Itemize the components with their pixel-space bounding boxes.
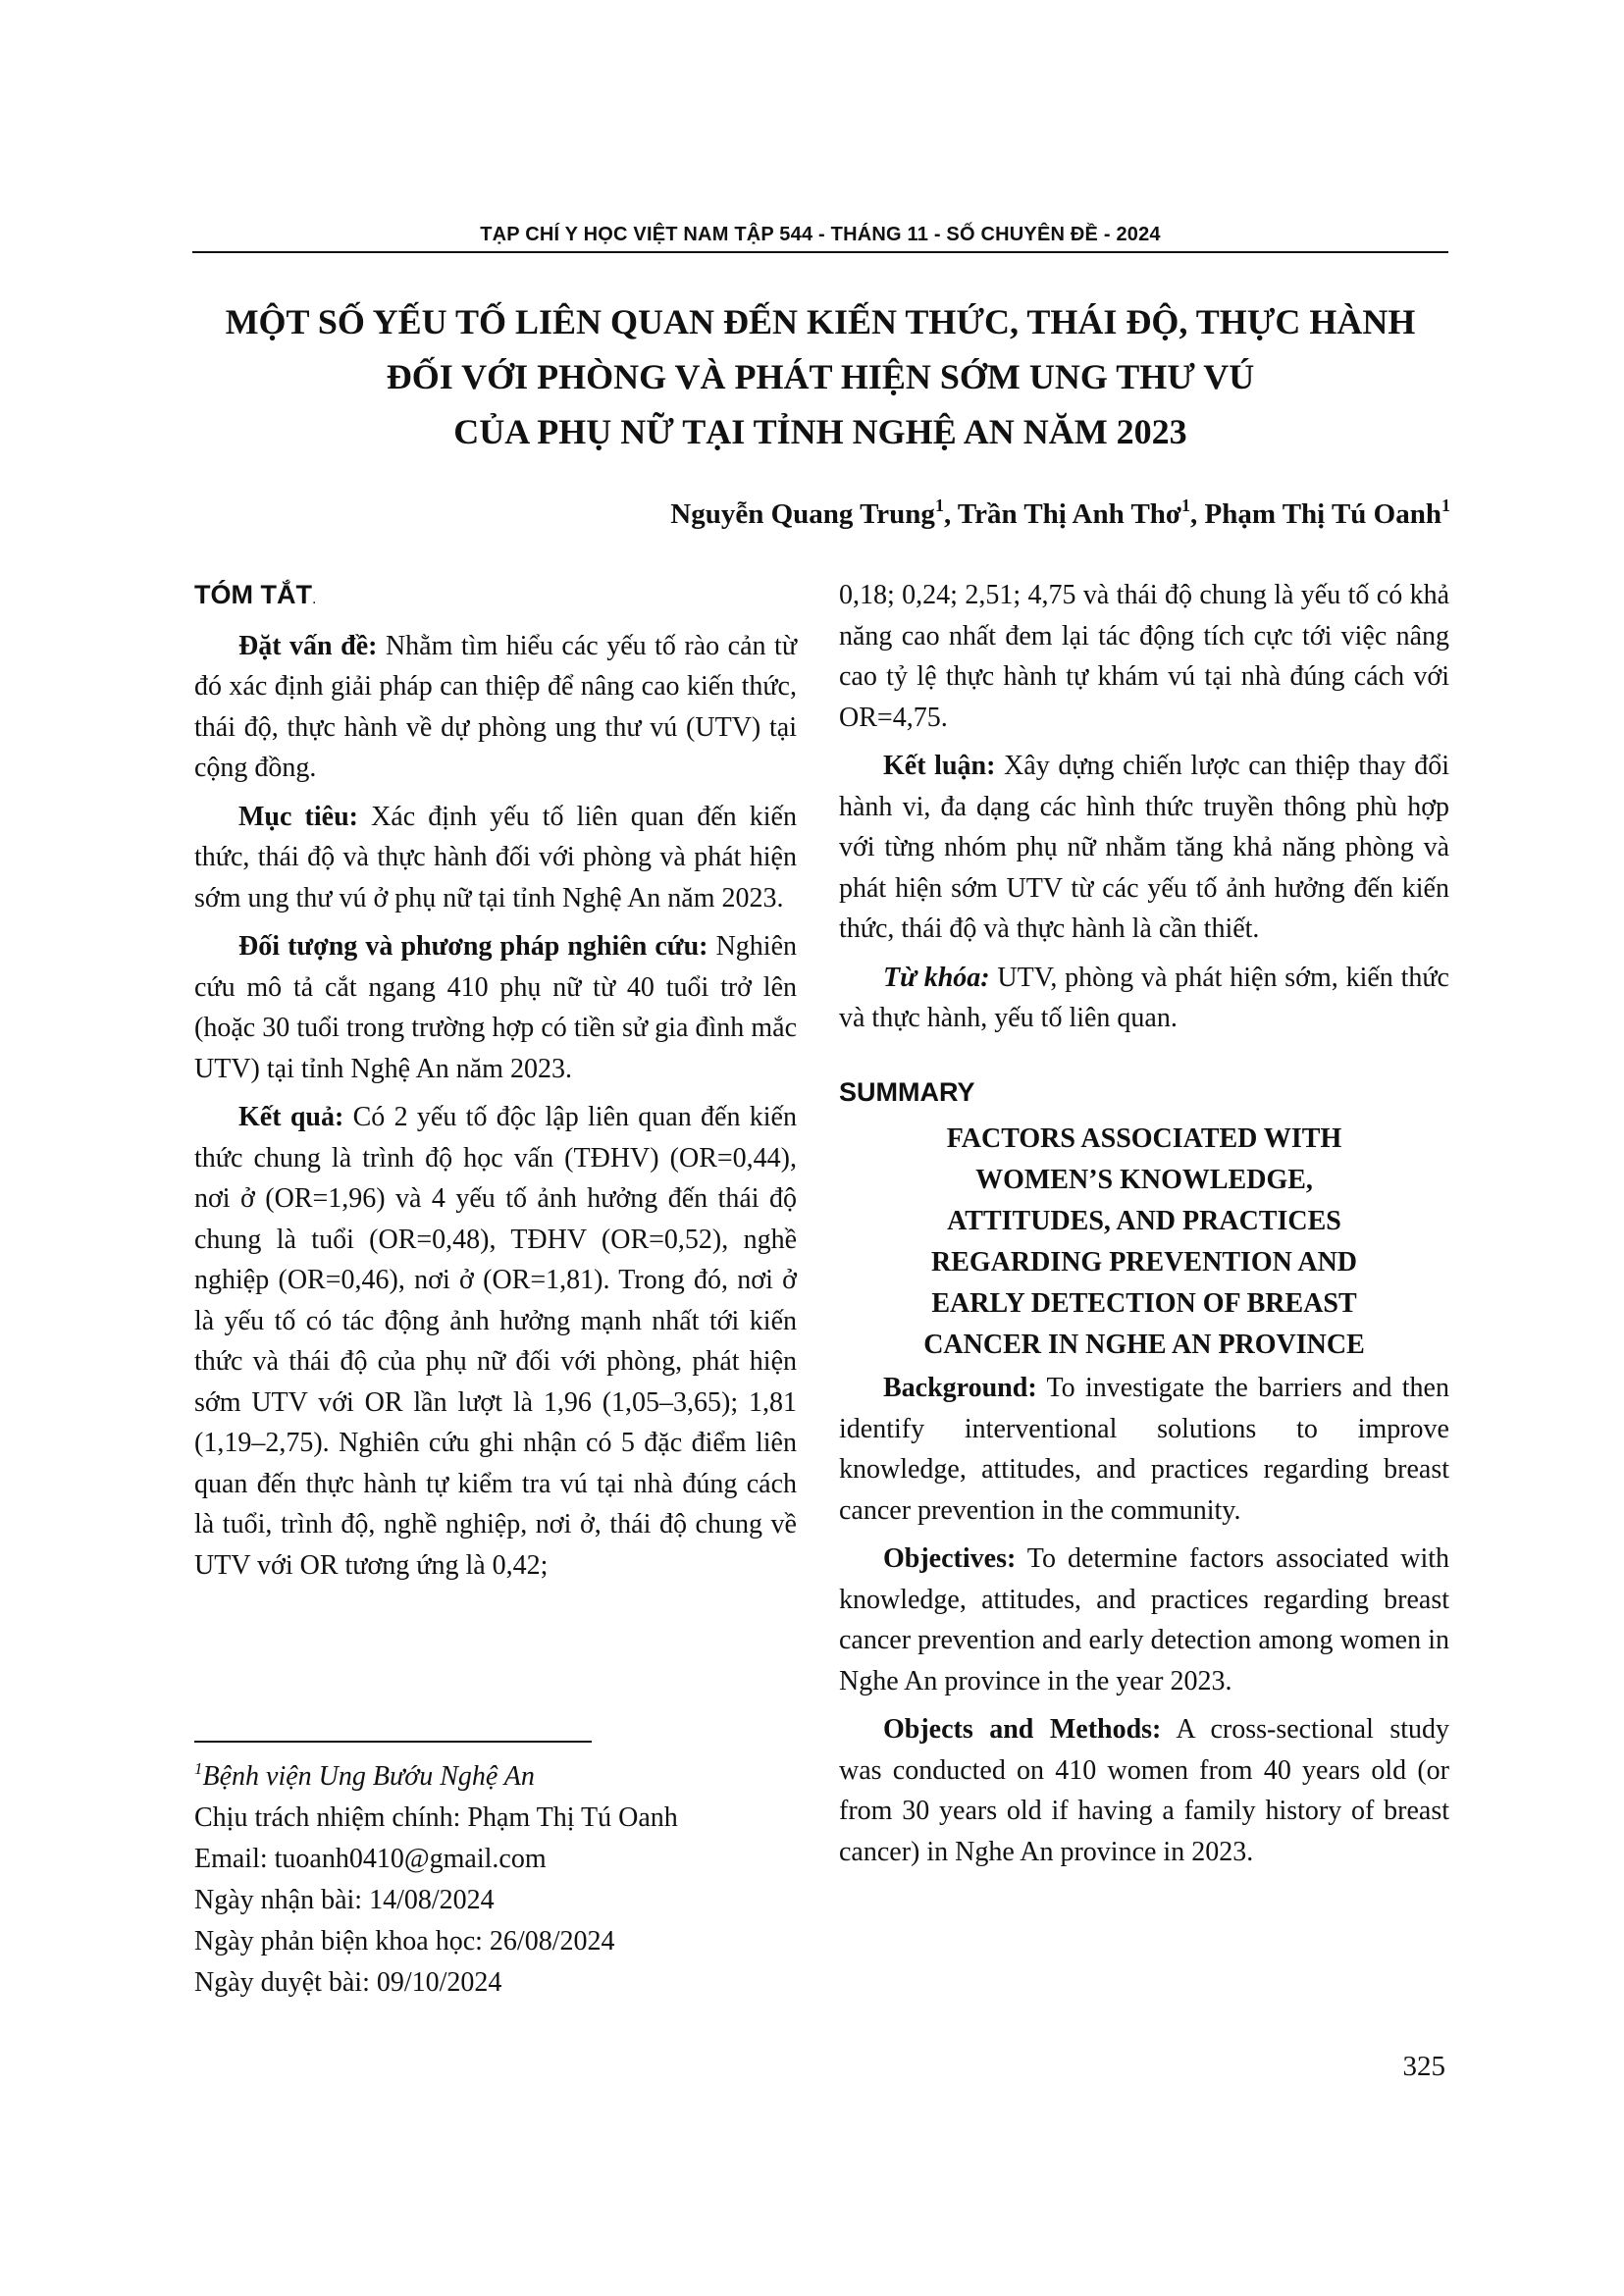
paragraph-label: Background: (883, 1373, 1037, 1403)
title-line: ĐỐI VỚI PHÒNG VÀ PHÁT HIỆN SỚM UNG THƯ VÚ (386, 357, 1255, 396)
left-column (194, 575, 797, 1593)
page-number: 325 (1402, 2051, 1445, 2082)
abstract-en-methods (839, 1709, 1449, 1872)
footnote-accepted: Ngày duyệt bài: 09/10/2024 (194, 1967, 502, 1998)
abstract-vi-conclusion (839, 746, 1449, 950)
english-title (839, 1119, 1449, 1366)
abstract-en-background (839, 1368, 1449, 1531)
author-name: Trần Thị Anh Thơ (957, 498, 1181, 530)
footnote-email: Email: tuoanh0410@gmail.com (194, 1844, 547, 1874)
abstract-vi-background (194, 626, 797, 789)
abstract-vi-results (194, 1097, 797, 1586)
footnote-divider (194, 1741, 592, 1743)
right-column (839, 575, 1449, 1880)
footnote-corresponding: Chịu trách nhiệm chính: Phạm Thị Tú Oanh (194, 1802, 678, 1833)
footnote-affiliation (194, 1756, 678, 1798)
abstract-en-heading: SUMMARY (839, 1076, 975, 1107)
abstract-vi-heading-text: TÓM TẮT (194, 580, 312, 609)
paragraph-label: Kết quả: (238, 1102, 344, 1132)
title-line: CỦA PHỤ NỮ TẠI TỈNH NGHỆ AN NĂM 2023 (453, 412, 1187, 451)
paragraph-label: Mục tiêu: (238, 801, 358, 832)
author-separator: , (1189, 498, 1205, 530)
author-list (670, 498, 1450, 531)
author-name: Phạm Thị Tú Oanh (1204, 498, 1441, 530)
footnote-reviewed: Ngày phản biện khoa học: 26/08/2024 (194, 1926, 615, 1957)
abstract-en-objectives (839, 1539, 1449, 1701)
paragraph-text: Nghiên cứu mô tả cắt ngang 410 phụ nữ từ 40 tuổi trở lên (hoặc 30 tuổi trong trường hợp có tiền sử gia đình mắc UTV) tại tỉnh Nghệ An năm 2023. (194, 931, 797, 1084)
paragraph-text: Nhằm tìm hiểu các yếu tố rào cản từ đó xác định giải pháp can thiệp để nâng cao kiến thức, thái độ, thực hành về dự phòng ung thư vú (UTV) tại cộng đồng. (194, 630, 797, 783)
paragraph-label: Kết luận: (883, 751, 996, 781)
paragraph-text: To determine factors associated with knowledge, attitudes, and practices regarding breast cancer prevention and early detection among women in Nghe An province in the year 2023. (839, 1543, 1449, 1696)
paragraph-text: Xây dựng chiến lược can thiệp thay đổi hành vi, đa dạng các hình thức truyền thông phù hợp với từng nhóm phụ nữ nhằm tăng khả năng phòng và phát hiện sớm UTV từ các yếu tố ảnh hưởng đến kiến thức, thái độ và thực hành là cần thiết. (839, 751, 1449, 944)
footnotes (194, 1756, 678, 2004)
paragraph-text: Xác định yếu tố liên quan đến kiến thức, thái độ và thực hành đối với phòng và phát hiện sớm ung thư vú ở phụ nữ tại tỉnh Nghệ An năm 2023. (194, 801, 797, 913)
affiliation-text: Bệnh viện Ung Bướu Nghệ An (202, 1761, 535, 1792)
title-line: MỘT SỐ YẾU TỐ LIÊN QUAN ĐẾN KIẾN THỨC, THÁI ĐỘ, THỰC HÀNH (225, 302, 1416, 341)
english-title-line: REGARDING PREVENTION AND (930, 1247, 1358, 1278)
paragraph-label: Đối tượng và phương pháp nghiên cứu: (238, 931, 708, 962)
abstract-vi-heading (194, 575, 797, 620)
abstract-vi-keywords (839, 958, 1449, 1039)
article-title (192, 294, 1448, 459)
paragraph-text: A cross-sectional study was conducted on 410 women from 40 years old (or from 30 years old if having a family history of breast cancer) in Nghe An province in 2023. (839, 1714, 1449, 1867)
affiliation-mark: 1 (194, 1759, 203, 1778)
paragraph-label: Objectives: (883, 1543, 1017, 1574)
paragraph-text: To investigate the barriers and then identify interventional solutions to improve knowledge, attitudes, and practices regarding breast cancer prevention in the community. (839, 1373, 1449, 1526)
english-title-line: ATTITUDES, AND PRACTICES (947, 1206, 1341, 1236)
author-name: Nguyễn Quang Trung (670, 498, 935, 530)
author-separator: , (943, 498, 958, 530)
english-title-line: EARLY DETECTION OF BREAST (931, 1288, 1357, 1319)
footnote-received: Ngày nhận bài: 14/08/2024 (194, 1885, 495, 1915)
paragraph-text: UTV, phòng và phát hiện sớm, kiến thức và thực hành, yếu tố liên quan. (839, 962, 1449, 1033)
abstract-vi-methods (194, 926, 797, 1089)
paragraph-label: Từ khóa: (883, 962, 990, 993)
paragraph-label: Đặt vấn đề: (238, 630, 378, 661)
author-affiliation-mark: 1 (1180, 496, 1190, 515)
abstract-vi-results-continued: 0,18; 0,24; 2,51; 4,75 và thái độ chung là yếu tố có khả năng cao nhất đem lại tác động tích cực tới việc nâng cao tỷ lệ thực hành tự khám vú tại nhà đúng cách với OR=4,75. (839, 580, 1449, 733)
english-title-line: FACTORS ASSOCIATED WITH (946, 1123, 1342, 1154)
author-affiliation-mark: 1 (1441, 496, 1450, 515)
author-affiliation-mark: 1 (934, 496, 944, 515)
english-title-line: WOMEN’S KNOWLEDGE, (975, 1165, 1313, 1195)
abstract-vi-objectives (194, 797, 797, 919)
paragraph-label: Objects and Methods: (883, 1714, 1162, 1745)
english-title-line: CANCER IN NGHE AN PROVINCE (923, 1330, 1365, 1360)
heading-dot: . (311, 591, 317, 607)
paragraph-text: Có 2 yếu tố độc lập liên quan đến kiến thức chung là trình độ học vấn (TĐHV) (OR=0,44), nơi ở (OR=1,96) và 4 yếu tố ảnh hưởng đến thái độ chung là tuổi (OR=0,48), TĐHV (OR=0,52), nghề nghiệp (OR=0,46), nơi ở (OR=1,81). Trong đó, nơi ở là yếu tố có tác động ảnh hưởng mạnh nhất tới kiến thức và thái độ của phụ nữ đối với phòng, phát hiện sớm UTV với OR lần lượt là 1,96 (1,05–3,65); 1,81 (1,19–2,75). Nghiên cứu ghi nhận có 5 đặc điểm liên quan đến thực hành tự kiểm tra vú tại nhà đúng cách là tuổi, trình độ, nghề nghiệp, nơi ở, thái độ chung về UTV với OR tương ứng là 0,42; (194, 1102, 797, 1581)
header-divider (192, 251, 1448, 253)
journal-header: TẠP CHÍ Y HỌC VIỆT NAM TẬP 544 - THÁNG 11 - SỐ CHUYÊN ĐỀ - 2024 (480, 224, 1161, 245)
